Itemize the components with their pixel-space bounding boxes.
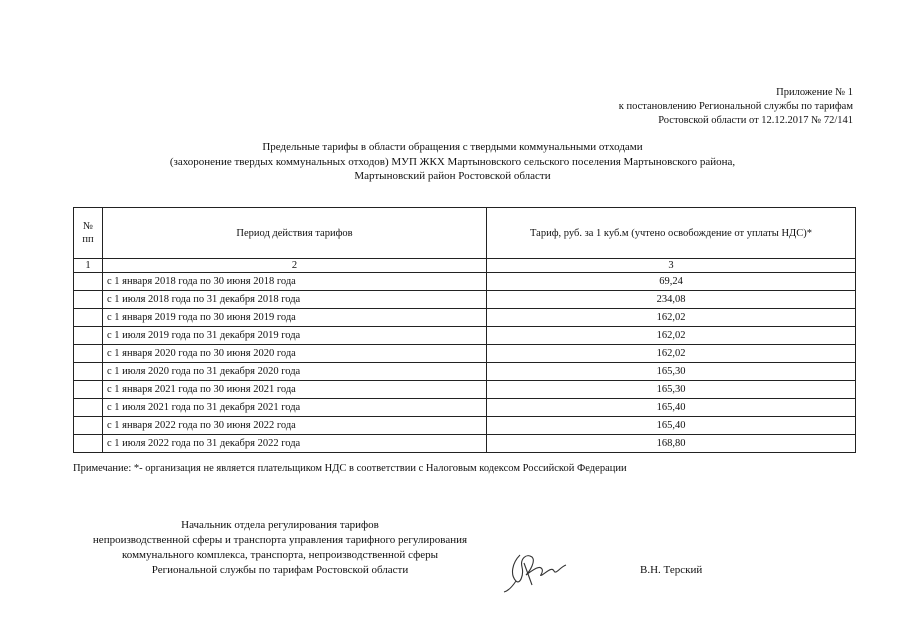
row-tariff-cell: 168,80 (487, 435, 856, 453)
row-period-cell: с 1 января 2019 года по 30 июня 2019 года (103, 309, 487, 327)
row-period-cell: с 1 июля 2022 года по 31 декабря 2022 года (103, 435, 487, 453)
column-number-row (74, 259, 856, 273)
footnote: Примечание: *- организация не является плательщиком НДС в соответствии с Налоговым кодексом Российской Федерации (73, 463, 627, 474)
appendix-line-2: к постановлению Региональной службы по тарифам (618, 101, 853, 112)
header-tariff: Тариф, руб. за 1 куб.м (учтено освобождение от уплаты НДС)* (487, 208, 856, 259)
row-tariff-cell: 165,40 (487, 399, 856, 417)
row-number-cell (74, 363, 103, 381)
table-row (74, 309, 856, 327)
row-period-cell: с 1 января 2022 года по 30 июня 2022 года (103, 417, 487, 435)
row-tariff-cell: 162,02 (487, 309, 856, 327)
row-number-cell (74, 327, 103, 345)
row-number-cell (74, 309, 103, 327)
column-number-3: 3 (487, 259, 856, 273)
signatory-line-3: коммунального комплекса, транспорта, непроизводственной сферы (122, 549, 438, 561)
signatory-name: В.Н. Терский (640, 564, 703, 576)
row-period-cell: с 1 января 2020 года по 30 июня 2020 года (103, 345, 487, 363)
table-row (74, 399, 856, 417)
row-tariff-cell: 162,02 (487, 345, 856, 363)
table-row (74, 327, 856, 345)
row-number-cell (74, 417, 103, 435)
row-tariff-cell: 165,30 (487, 381, 856, 399)
signatory-line-1: Начальник отдела регулирования тарифов (181, 519, 379, 531)
appendix-block (619, 86, 853, 128)
header-period: Период действия тарифов (103, 208, 487, 259)
row-period-cell: с 1 июля 2018 года по 31 декабря 2018 года (103, 291, 487, 309)
row-period-cell: с 1 июля 2019 года по 31 декабря 2019 года (103, 327, 487, 345)
row-tariff-cell: 234,08 (487, 291, 856, 309)
row-tariff-cell: 165,40 (487, 417, 856, 435)
table-row (74, 291, 856, 309)
title-line-2: (захоронение твердых коммунальных отходов) МУП ЖКХ Мартыновского сельского поселения Мартыновского района, (169, 155, 736, 168)
row-period-cell: с 1 июля 2021 года по 31 декабря 2021 года (103, 399, 487, 417)
row-number-cell (74, 345, 103, 363)
signatory-line-4: Региональной службы по тарифам Ростовской области (151, 564, 409, 576)
row-number-cell (74, 435, 103, 453)
column-number-1: 1 (74, 259, 103, 273)
tariff-table (73, 207, 856, 453)
signatory-block (60, 518, 500, 578)
table-row (74, 363, 856, 381)
title-line-1: Предельные тарифы в области обращения с твердыми коммунальными отходами (262, 141, 643, 153)
table-row (74, 273, 856, 291)
row-number-cell (74, 291, 103, 309)
handwritten-signature (502, 545, 582, 593)
title-line-3: Мартыновский район Ростовской области (354, 170, 551, 182)
row-period-cell: с 1 января 2021 года по 30 июня 2021 года (103, 381, 487, 399)
appendix-line-1: Приложение № 1 (776, 87, 853, 98)
header-number: № пп (74, 208, 103, 259)
document-title (0, 140, 905, 184)
column-number-2: 2 (103, 259, 487, 273)
row-tariff-cell: 69,24 (487, 273, 856, 291)
row-period-cell: с 1 июля 2020 года по 31 декабря 2020 года (103, 363, 487, 381)
appendix-line-3: Ростовской области от 12.12.2017 № 72/141 (658, 115, 853, 126)
row-number-cell (74, 381, 103, 399)
row-tariff-cell: 165,30 (487, 363, 856, 381)
row-tariff-cell: 162,02 (487, 327, 856, 345)
table-row (74, 381, 856, 399)
signatory-line-2: непроизводственной сферы и транспорта управления тарифного регулирования (92, 534, 468, 546)
row-period-cell: с 1 января 2018 года по 30 июня 2018 года (103, 273, 487, 291)
table-row (74, 345, 856, 363)
table-row (74, 417, 856, 435)
table-header-row (74, 208, 856, 259)
row-number-cell (74, 399, 103, 417)
row-number-cell (74, 273, 103, 291)
table-row (74, 435, 856, 453)
